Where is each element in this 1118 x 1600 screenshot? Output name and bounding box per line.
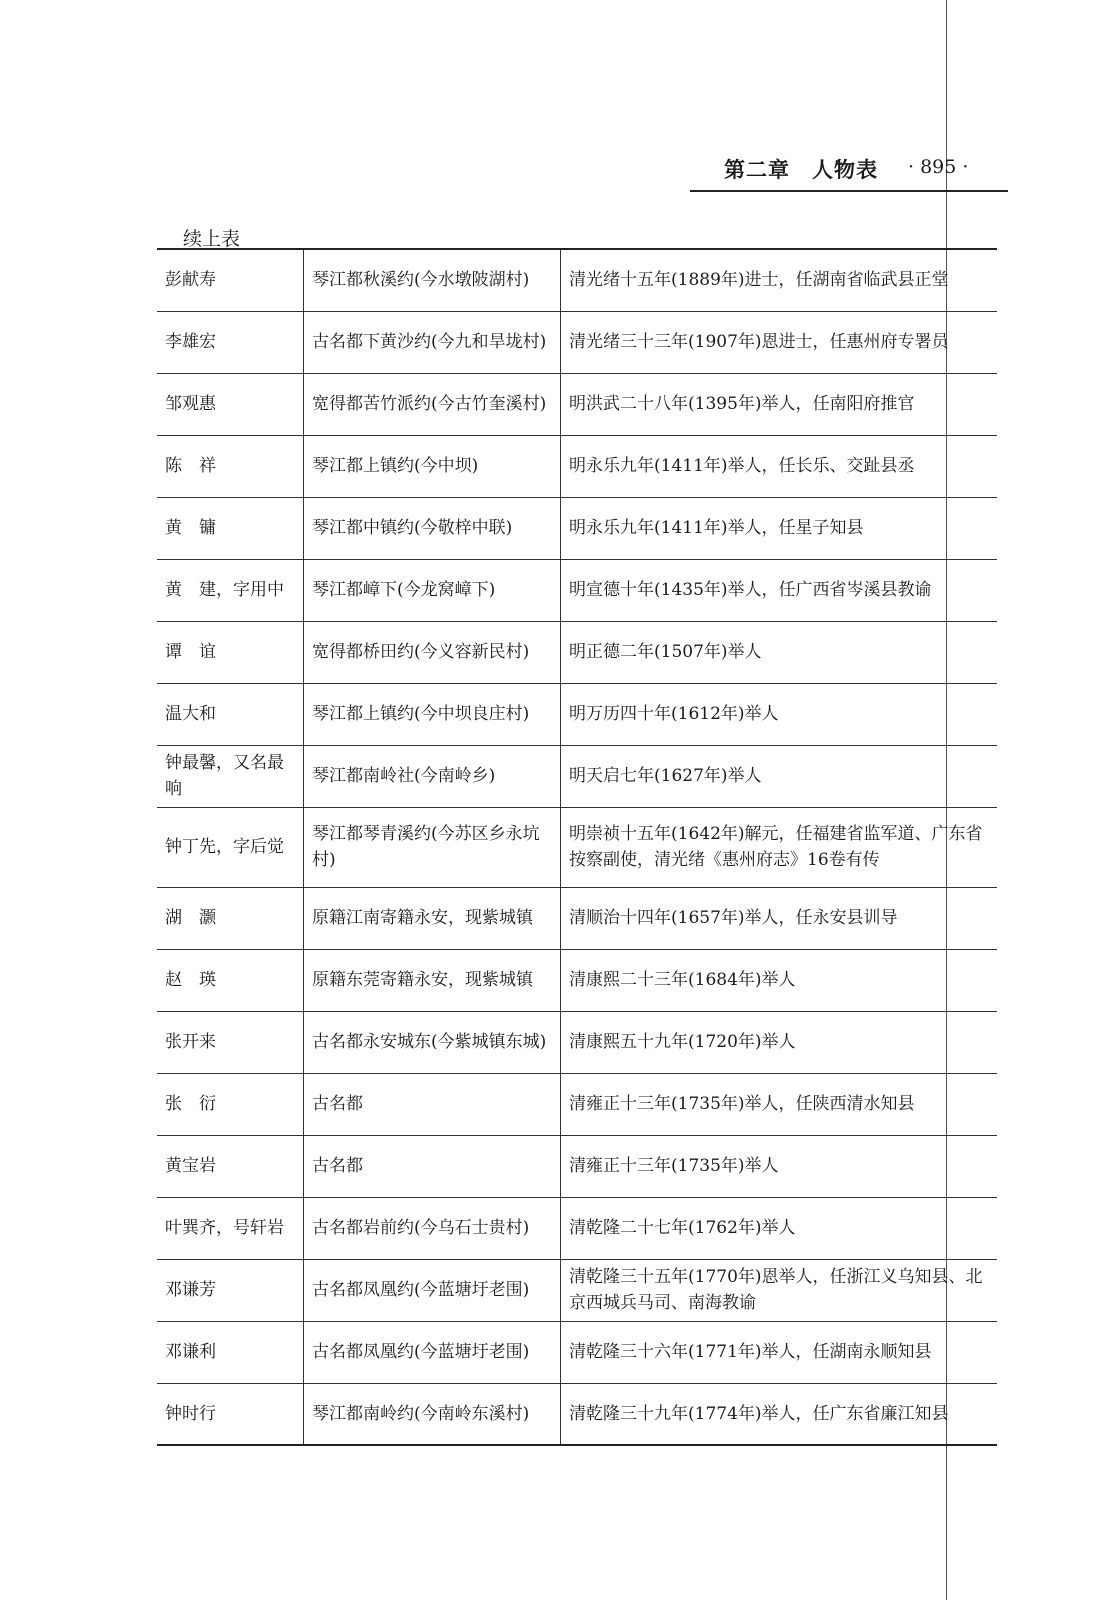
person-name-cell: 谭 谊 <box>157 621 304 683</box>
native-place-cell: 古名都凤凰约(今蓝塘圩老围) <box>304 1321 561 1383</box>
person-name-cell: 邓谦芳 <box>157 1259 304 1321</box>
description-cell: 清雍正十三年(1735年)举人，任陕西清水知县 <box>561 1073 998 1135</box>
table-row <box>157 311 997 373</box>
running-header <box>690 150 1008 192</box>
description-cell: 清乾隆三十九年(1774年)举人，任广东省廉江知县 <box>561 1383 998 1445</box>
chapter-title: 第二章 人物表 <box>724 158 878 182</box>
table-row <box>157 373 997 435</box>
description-cell: 清光绪十五年(1889年)进士，任湖南省临武县正堂 <box>561 249 998 311</box>
native-place-cell: 古名都 <box>304 1073 561 1135</box>
table-row <box>157 249 997 311</box>
native-place-cell: 古名都永安城东(今紫城镇东城) <box>304 1011 561 1073</box>
native-place-cell: 古名都岩前约(今乌石士贵村) <box>304 1197 561 1259</box>
person-name-cell: 邹观惠 <box>157 373 304 435</box>
native-place-cell: 琴江都南岭社(今南岭乡) <box>304 745 561 807</box>
person-name-cell: 钟最馨，又名最响 <box>157 745 304 807</box>
person-name-cell: 彭献寿 <box>157 249 304 311</box>
description-cell: 清康熙五十九年(1720年)举人 <box>561 1011 998 1073</box>
description-cell: 清顺治十四年(1657年)举人，任永安县训导 <box>561 887 998 949</box>
table-row <box>157 807 997 887</box>
description-cell: 清乾隆二十七年(1762年)举人 <box>561 1197 998 1259</box>
description-cell: 明永乐九年(1411年)举人，任星子知县 <box>561 497 998 559</box>
native-place-cell: 古名都下黄沙约(今九和旱垅村) <box>304 311 561 373</box>
table-row <box>157 1321 997 1383</box>
native-place-cell: 琴江都琴青溪约(今苏区乡永坑村) <box>304 807 561 887</box>
native-place-cell: 原籍东莞寄籍永安，现紫城镇 <box>304 949 561 1011</box>
native-place-cell: 琴江都上镇约(今中坝) <box>304 435 561 497</box>
table-row <box>157 1073 997 1135</box>
page-number: · 895 · <box>908 156 969 178</box>
person-table-body <box>157 249 997 1445</box>
description-cell: 清乾隆三十五年(1770年)恩举人，任浙江义乌知县、北京西城兵马司、南海教谕 <box>561 1259 998 1321</box>
native-place-cell: 琴江都嶂下(今龙窝嶂下) <box>304 559 561 621</box>
native-place-cell: 宽得都桥田约(今义容新民村) <box>304 621 561 683</box>
person-name-cell: 陈 祥 <box>157 435 304 497</box>
table-row <box>157 621 997 683</box>
table-row <box>157 949 997 1011</box>
person-name-cell: 钟时行 <box>157 1383 304 1445</box>
table-row <box>157 1135 997 1197</box>
native-place-cell: 古名都 <box>304 1135 561 1197</box>
description-cell: 清雍正十三年(1735年)举人 <box>561 1135 998 1197</box>
table-row <box>157 1383 997 1445</box>
table-row <box>157 559 997 621</box>
native-place-cell: 宽得都苦竹派约(今古竹奎溪村) <box>304 373 561 435</box>
person-name-cell: 赵 瑛 <box>157 949 304 1011</box>
native-place-cell: 原籍江南寄籍永安，现紫城镇 <box>304 887 561 949</box>
native-place-cell: 古名都凤凰约(今蓝塘圩老围) <box>304 1259 561 1321</box>
person-table <box>157 248 997 1446</box>
person-name-cell: 钟丁先，字后觉 <box>157 807 304 887</box>
table-row <box>157 497 997 559</box>
person-name-cell: 叶巽齐，号轩岩 <box>157 1197 304 1259</box>
native-place-cell: 琴江都中镇约(今敬梓中联) <box>304 497 561 559</box>
native-place-cell: 琴江都上镇约(今中坝良庄村) <box>304 683 561 745</box>
description-cell: 清乾隆三十六年(1771年)举人，任湖南永顺知县 <box>561 1321 998 1383</box>
person-name-cell: 黄 镛 <box>157 497 304 559</box>
table-row <box>157 1011 997 1073</box>
description-cell: 清康熙二十三年(1684年)举人 <box>561 949 998 1011</box>
description-cell: 明万历四十年(1612年)举人 <box>561 683 998 745</box>
native-place-cell: 琴江都秋溪约(今水墩陂湖村) <box>304 249 561 311</box>
person-name-cell: 李雄宏 <box>157 311 304 373</box>
person-name-cell: 张 衍 <box>157 1073 304 1135</box>
description-cell: 清光绪三十三年(1907年)恩进士，任惠州府专署员 <box>561 311 998 373</box>
continued-label: 续上表 <box>183 228 241 250</box>
person-name-cell: 张开来 <box>157 1011 304 1073</box>
description-cell: 明洪武二十八年(1395年)举人，任南阳府推官 <box>561 373 998 435</box>
table-row <box>157 435 997 497</box>
table-row <box>157 1259 997 1321</box>
table-row <box>157 887 997 949</box>
description-cell: 明宣德十年(1435年)举人，任广西省岑溪县教谕 <box>561 559 998 621</box>
description-cell: 明正德二年(1507年)举人 <box>561 621 998 683</box>
person-name-cell: 黄宝岩 <box>157 1135 304 1197</box>
table-row <box>157 1197 997 1259</box>
person-name-cell: 湖 灏 <box>157 887 304 949</box>
description-cell: 明崇祯十五年(1642年)解元，任福建省监军道、广东省按察副使，清光绪《惠州府志》16卷有传 <box>561 807 998 887</box>
person-name-cell: 邓谦利 <box>157 1321 304 1383</box>
table-row <box>157 683 997 745</box>
description-cell: 明永乐九年(1411年)举人，任长乐、交趾县丞 <box>561 435 998 497</box>
person-name-cell: 黄 建，字用中 <box>157 559 304 621</box>
native-place-cell: 琴江都南岭约(今南岭东溪村) <box>304 1383 561 1445</box>
table-row <box>157 745 997 807</box>
description-cell: 明天启七年(1627年)举人 <box>561 745 998 807</box>
person-name-cell: 温大和 <box>157 683 304 745</box>
